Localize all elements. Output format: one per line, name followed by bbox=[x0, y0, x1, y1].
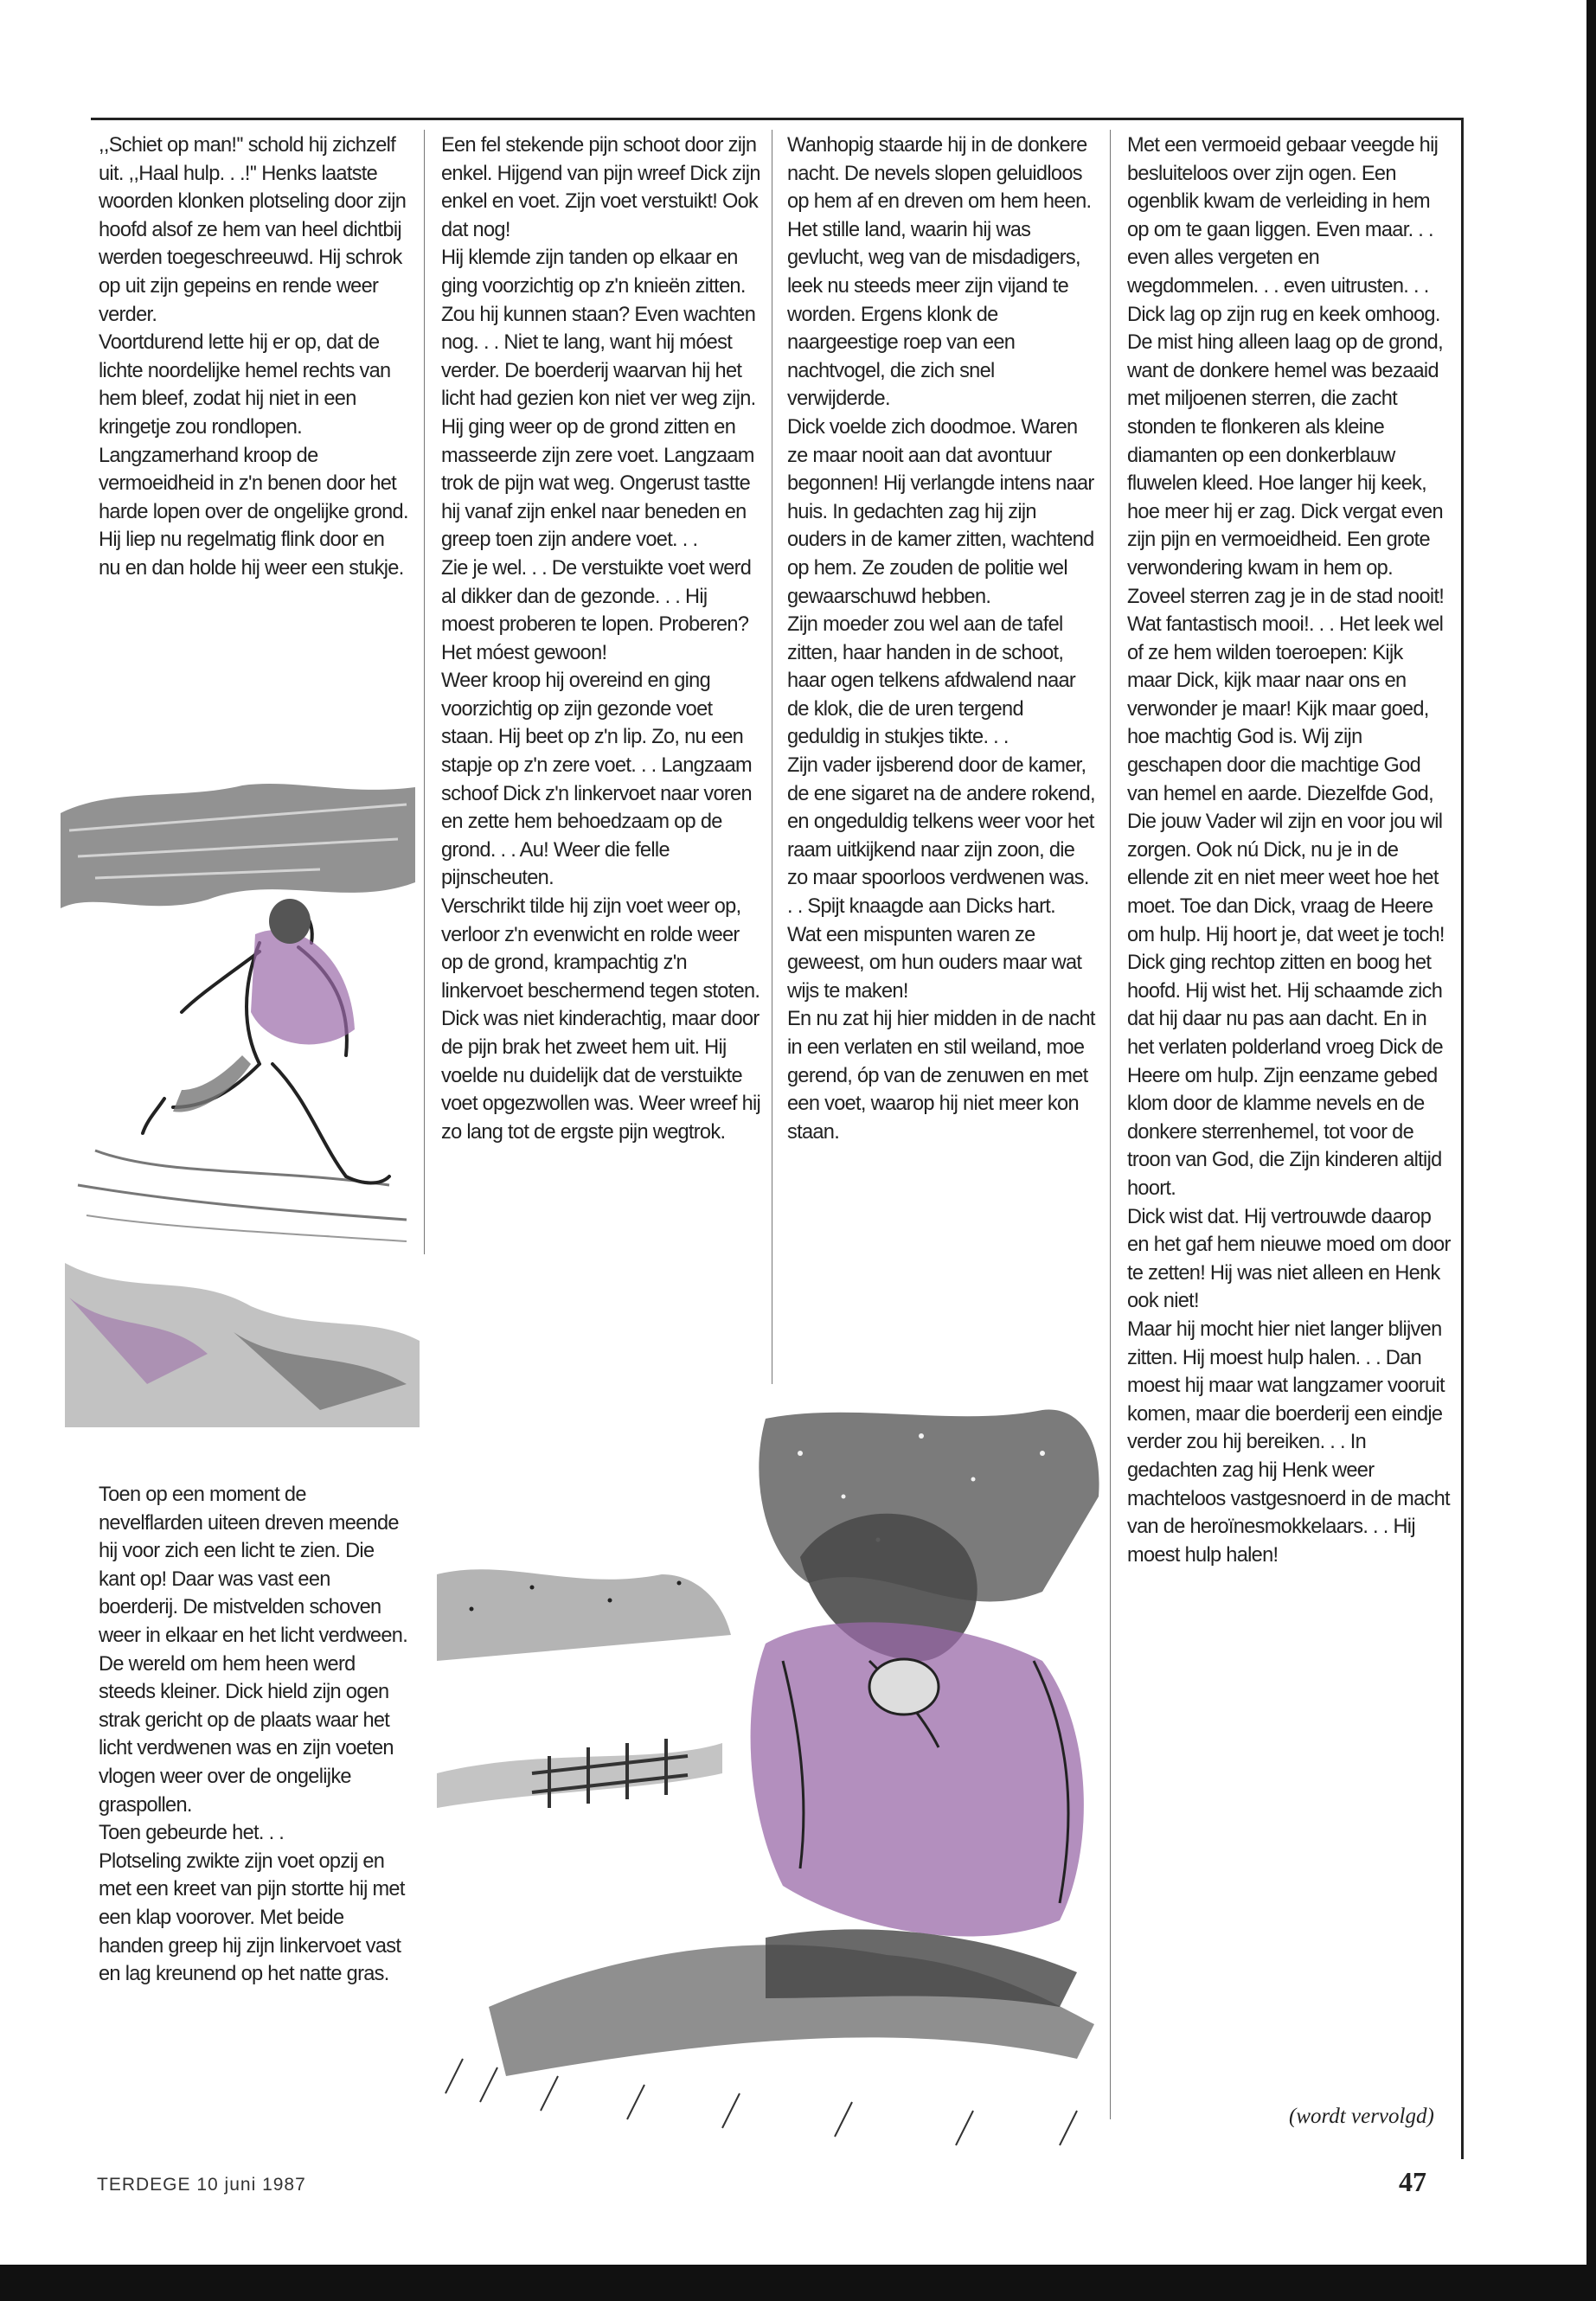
page-number: 47 bbox=[1399, 2166, 1426, 2197]
column-1-bottom bbox=[99, 1481, 410, 1989]
paragraph: Dick ging rechtop zitten en boog het hoofd. Hij wist het. Hij schaamde zich dat hij daar nu pas aan dacht. En in het verlaten polderland vroeg Dick de Heere om hulp. Zijn eenzame gebed klom door de klamme nevels en de donkere sterrenhemel, tot voor de troon van God, die Zijn kinderen altijd hoort. bbox=[1127, 952, 1443, 1200]
praying-boy-illustration bbox=[437, 1401, 1107, 2163]
paragraph: Met een vermoeid gebaar veegde hij besluiteloos over zijn ogen. Een ogenblik kwam de verleiding in hem op om te gaan liggen. Even maar. . . even alles vergeten en wegdommelen. . . even uitrusten. . . bbox=[1127, 134, 1439, 298]
column-1-top bbox=[99, 131, 410, 583]
paragraph: Verschrikt tilde hij zijn voet weer op, verloor z'n evenwicht en rolde weer op de grond, krampachtig z'n linkervoet beschermend tegen stoten. bbox=[441, 895, 760, 1003]
paragraph: Toen gebeurde het. . . bbox=[99, 1822, 285, 1845]
column-rule bbox=[1110, 130, 1111, 2119]
paragraph: Zijn vader ijsberend door de kamer, de ene sigaret na de andere rokend, en ongeduldig telkens weer voor het raam uitkijkend naar zijn zoon, die zo maar spoorloos verdwenen was. . . Spijt knaagde aan Dicks hart. bbox=[787, 754, 1095, 919]
paragraph: Dick lag op zijn rug en keek omhoog. De mist hing alleen laag op de grond, want de donkere hemel was bezaaid met miljoenen sterren, die zacht stonden te flonkeren als kleine diamanten op een donkerblauw fluwelen kleed. Hoe langer hij keek, hoe meer hij er zag. Dick vergat even zijn pijn en vermoeidheid. Een grote verwondering kwam in hem op. Zoveel sterren zag je in de stad nooit! Wat fantastisch mooi!. . . Het leek wel of ze hem wilden toeroepen: Kijk maar Dick, kijk maar naar ons en verwonder je maar! Kijk maar goed, hoe machtig God is. Wij zijn geschapen door die machtige God van hemel en aarde. Diezelfde God, Die jouw Vader wil zijn en voor jou wil zorgen. Ook nú Dick, nu je in de ellende zit en niet meer weet hoe het moet. Toe dan Dick, vraag de Heere om hulp. Hij hoort je, dat weet je toch! bbox=[1127, 303, 1445, 946]
paragraph: Dick was niet kinderachtig, maar door de pijn brak het zweet hem uit. Hij voelde nu duidelijk dat de verstuikte voet opgezwollen was. Weer wreef hij zo lang tot de ergste pijn wegtrok. bbox=[441, 1008, 761, 1144]
paragraph: Weer kroop hij overeind en ging voorzichtig op zijn gezonde voet staan. Hij beet op z'n lip. Zo, nu een stapje op z'n zere voet. . . Langzaam schoof Dick z'n linkervoet naar voren en zette hem behoedzaam op de grond. . . Au! Weer die felle pijnscheuten. bbox=[441, 670, 752, 890]
running-boy-illustration bbox=[61, 779, 424, 1427]
column-2 bbox=[441, 131, 761, 1146]
paragraph: Dick voelde zich doodmoe. Waren ze maar nooit aan dat avontuur begonnen! Hij verlangde intens naar huis. In gedachten zag hij zijn ouders in de kamer zitten, wachtend op hem. Ze zouden de politie wel gewaarschuwd hebben. bbox=[787, 415, 1094, 608]
paragraph: ,,Schiet op man!'' schold hij zichzelf uit. ,,Haal hulp. . .!'' Henks laatste woorden klonken plotseling door zijn hoofd alsof ze hem van heel dichtbij werden toegeschreeuwd. Hij schrok op uit zijn gepeins en rende weer verder. bbox=[99, 134, 407, 326]
paragraph: Dick wist dat. Hij vertrouwde daarop en het gaf hem nieuwe moed om door te zetten! Hij was niet alleen en Henk ook niet! bbox=[1127, 1205, 1451, 1313]
paragraph: Maar hij mocht hier niet langer blijven zitten. Hij moest hulp halen. . . Dan moest hij maar wat langzamer vooruit komen, maar die boerderij een eindje verder zou hij bereiken. . . In gedachten zag hij Henk weer machteloos vastgesnoerd in de macht van de heroïnesmokkelaars. . . Hij moest hulp halen! bbox=[1127, 1317, 1450, 1567]
page-frame-right bbox=[1461, 118, 1464, 2159]
scan-edge-right bbox=[1586, 0, 1596, 2301]
paragraph: Zie je wel. . . De verstuikte voet werd al dikker dan de gezonde. . . Hij moest proberen te lopen. Proberen? Het móest gewoon! bbox=[441, 556, 752, 664]
paragraph: Toen op een moment de nevelflarden uiteen dreven meende hij voor zich een licht te zien. Die kant op! Daar was vast een boerderij. De mistvelden schoven weer in elkaar en het licht verdween. De wereld om hem heen werd steeds kleiner. Dick hield zijn ogen strak gericht op de plaats waar het licht verdwenen was en zijn voeten vlogen weer over de ongelijke graspollen. bbox=[99, 1484, 408, 1817]
paragraph: Plotseling zwikte zijn voet opzij en met een kreet van pijn stortte hij met een klap voorover. Met beide handen greep hij zijn linkervoet vast en lag kreunend op het natte gras. bbox=[99, 1849, 405, 1986]
paragraph: Wat een mispunten waren ze geweest, om hun ouders maar wat wijs te maken! bbox=[787, 923, 1082, 1003]
paragraph: Hij klemde zijn tanden op elkaar en ging voorzichtig op z'n knieën zitten. Zou hij kunnen staan? Even wachten nog. . . Niet te lang, want hij móest verder. De boerderij waarvan hij het licht had gezien kon niet ver weg zijn. bbox=[441, 247, 756, 411]
column-rule bbox=[424, 130, 425, 1254]
paragraph: En nu zat hij hier midden in de nacht in een verlaten en stil weiland, moe gerend, óp van de zenuwen en met een voet, waarop hij niet meer kon staan. bbox=[787, 1008, 1095, 1144]
paragraph: Een fel stekende pijn schoot door zijn enkel. Hijgend van pijn wreef Dick zijn enkel en voet. Zijn voet verstuikt! Ook dat nog! bbox=[441, 134, 760, 241]
column-3 bbox=[787, 131, 1099, 1146]
continued-note: (wordt vervolgd) bbox=[1289, 2105, 1434, 2128]
paragraph: Voortdurend lette hij er op, dat de lichte noordelijke hemel rechts van hem bleef, zodat hij niet in een kringetje zou rondlopen. Langzamerhand kroop de vermoeidheid in z'n benen door het harde lopen over de ongelijke grond. Hij liep nu regelmatig flink door en nu en dan holde hij weer een stukje. bbox=[99, 331, 408, 580]
publication-footer: TERDEGE 10 juni 1987 bbox=[97, 2175, 306, 2195]
paragraph: Zijn moeder zou wel aan de tafel zitten, haar handen in de schoot, haar ogen telkens afdwalend naar de klok, die de uren tergend geduldig in stukjes tikte. . . bbox=[787, 613, 1076, 749]
paragraph: Wanhopig staarde hij in de donkere nacht. De nevels slopen geluidloos op hem af en dreven om hem heen. Het stille land, waarin hij was gevlucht, weg van de misdadigers, leek nu steeds meer zijn vijand te worden. Ergens klonk de naargeestige roep van een nachtvogel, die zich snel verwijderde. bbox=[787, 134, 1092, 411]
scan-edge-bottom bbox=[0, 2265, 1596, 2301]
page-frame-top bbox=[91, 118, 1464, 120]
paragraph: Hij ging weer op de grond zitten en masseerde zijn zere voet. Langzaam trok de pijn wat weg. Ongerust tastte hij vanaf zijn enkel naar beneden en greep toen zijn andere voet. . . bbox=[441, 415, 754, 552]
column-4 bbox=[1127, 131, 1452, 1569]
